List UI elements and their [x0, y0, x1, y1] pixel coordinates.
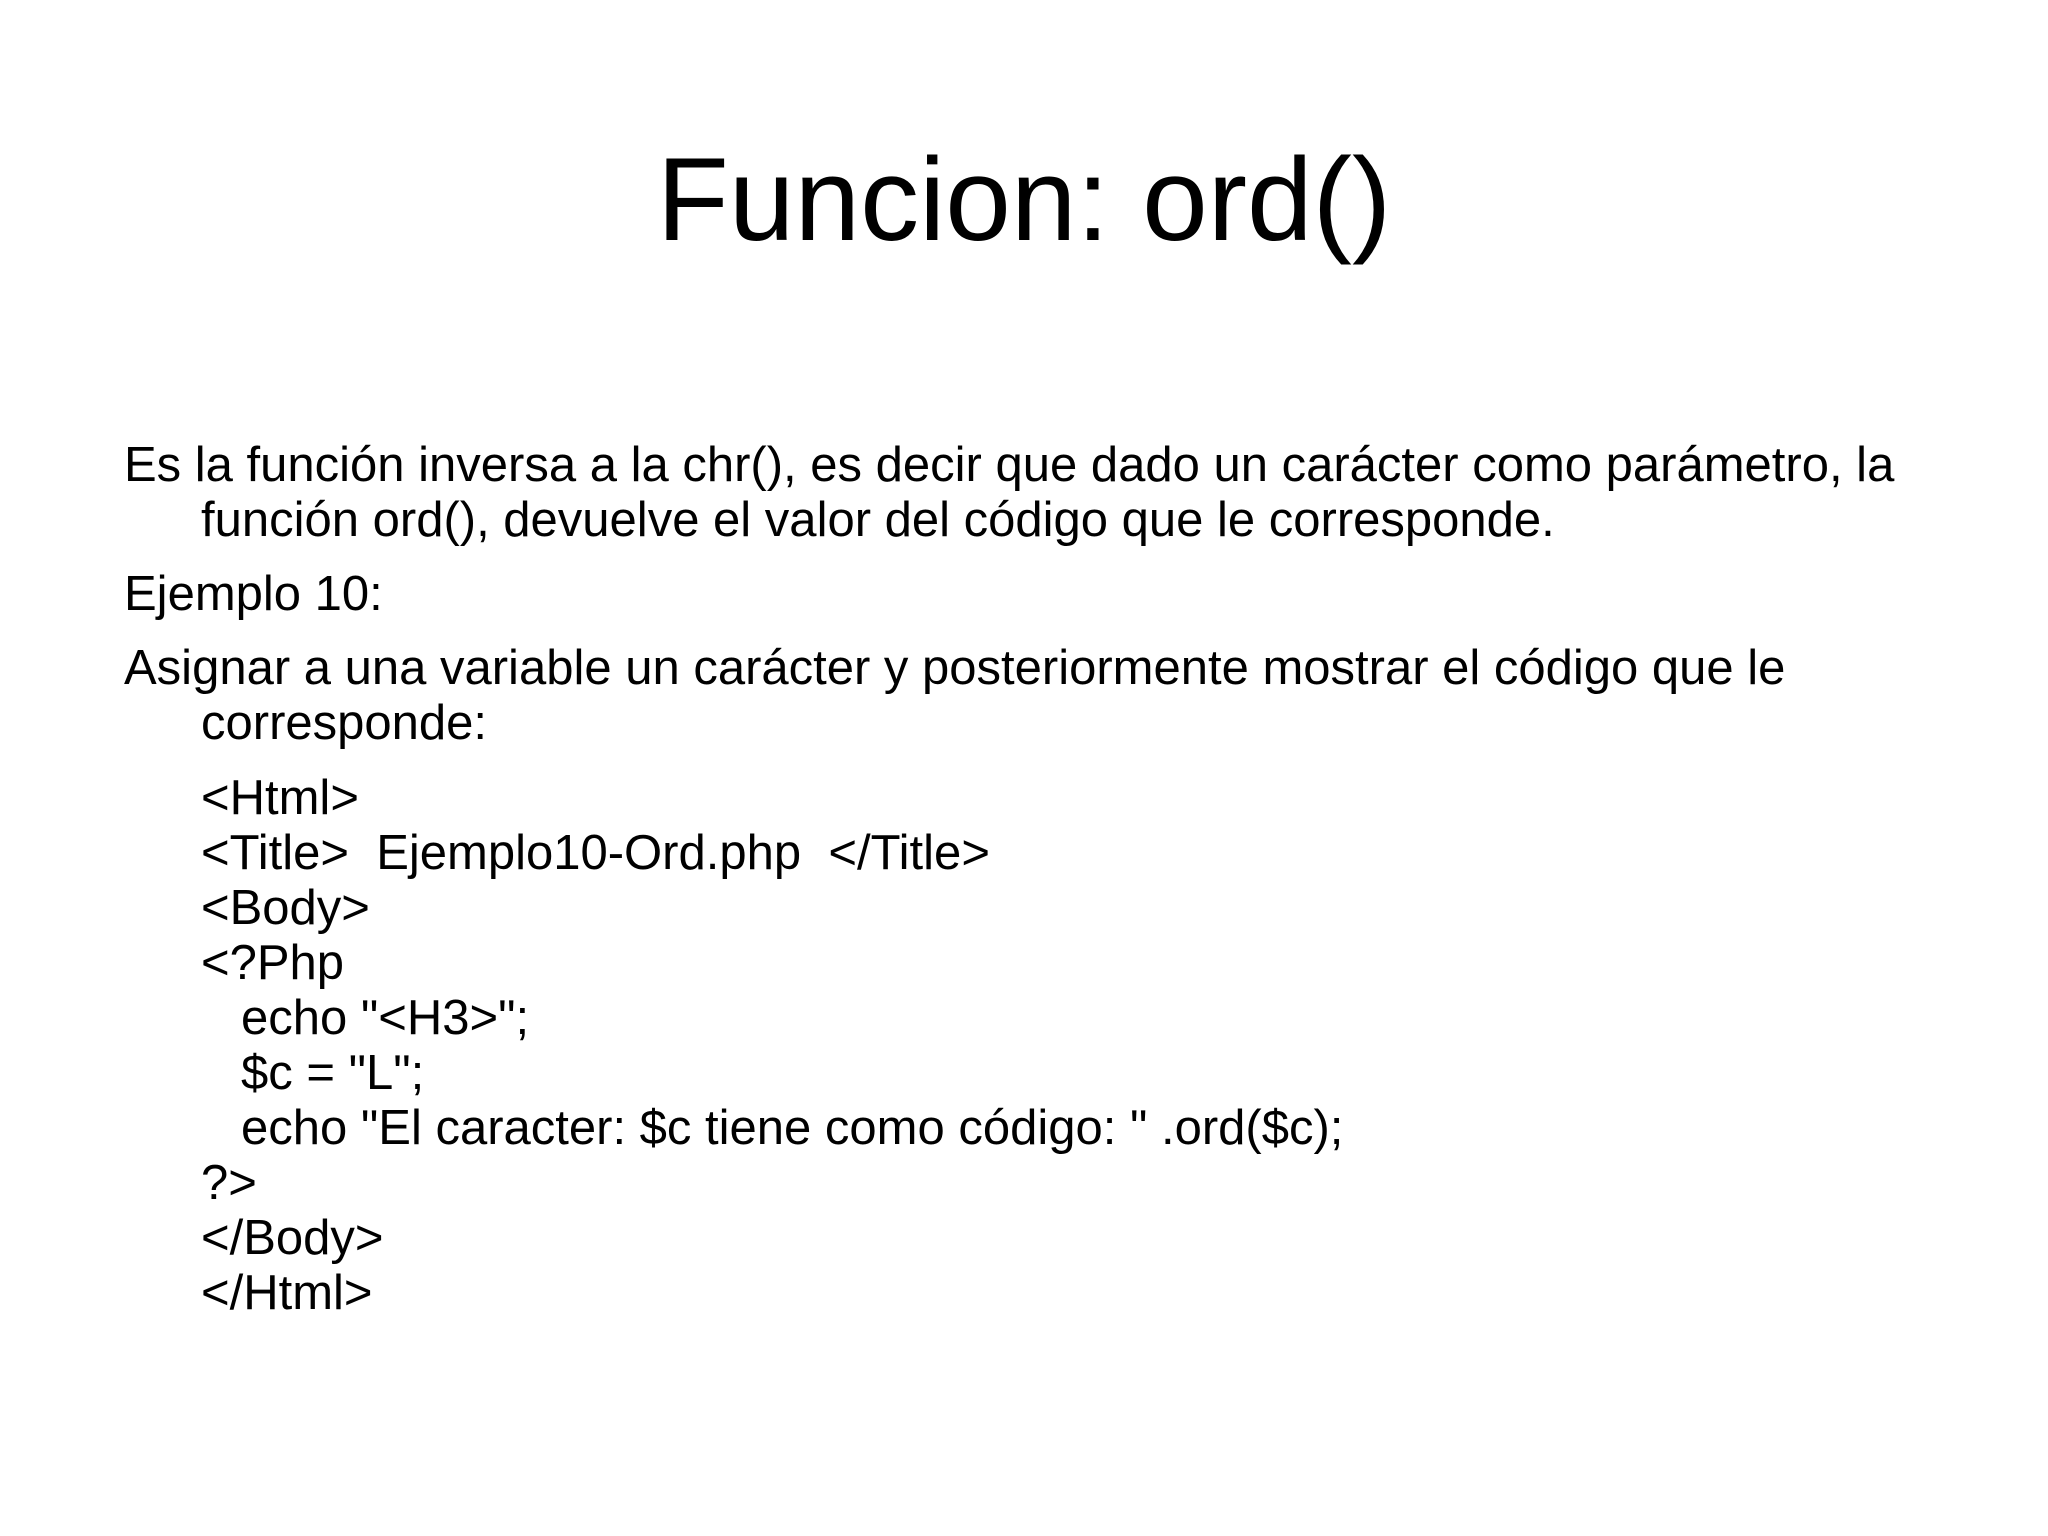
- description-paragraph: Es la función inversa a la chr(), es decir que dado un carácter como parámetro, la función ord(), devuelve el valor del código que le corresponde.: [124, 438, 1895, 547]
- example-instructions: Asignar a una variable un carácter y posteriormente mostrar el código que le corresponde:: [124, 641, 1786, 750]
- code-line: <Html>: [201, 771, 359, 825]
- example-heading: Ejemplo 10:: [124, 567, 383, 621]
- code-line: echo "<H3>";: [241, 991, 530, 1045]
- code-line: </Body>: [201, 1211, 384, 1265]
- code-line: <Body>: [201, 881, 370, 935]
- code-line: <?Php: [201, 936, 345, 990]
- code-line: echo "El caracter: $c tiene como código: " .ord($c);: [241, 1101, 1344, 1155]
- code-line: </Html>: [201, 1266, 373, 1320]
- slide-body: [124, 438, 1924, 1321]
- code-line: <Title> Ejemplo10-Ord.php </Title>: [201, 826, 990, 880]
- slide-title: Funcion: ord(): [656, 134, 1392, 266]
- code-line: ?>: [201, 1156, 257, 1210]
- code-line: $c = "L";: [241, 1046, 425, 1100]
- code-block: [201, 771, 1924, 1321]
